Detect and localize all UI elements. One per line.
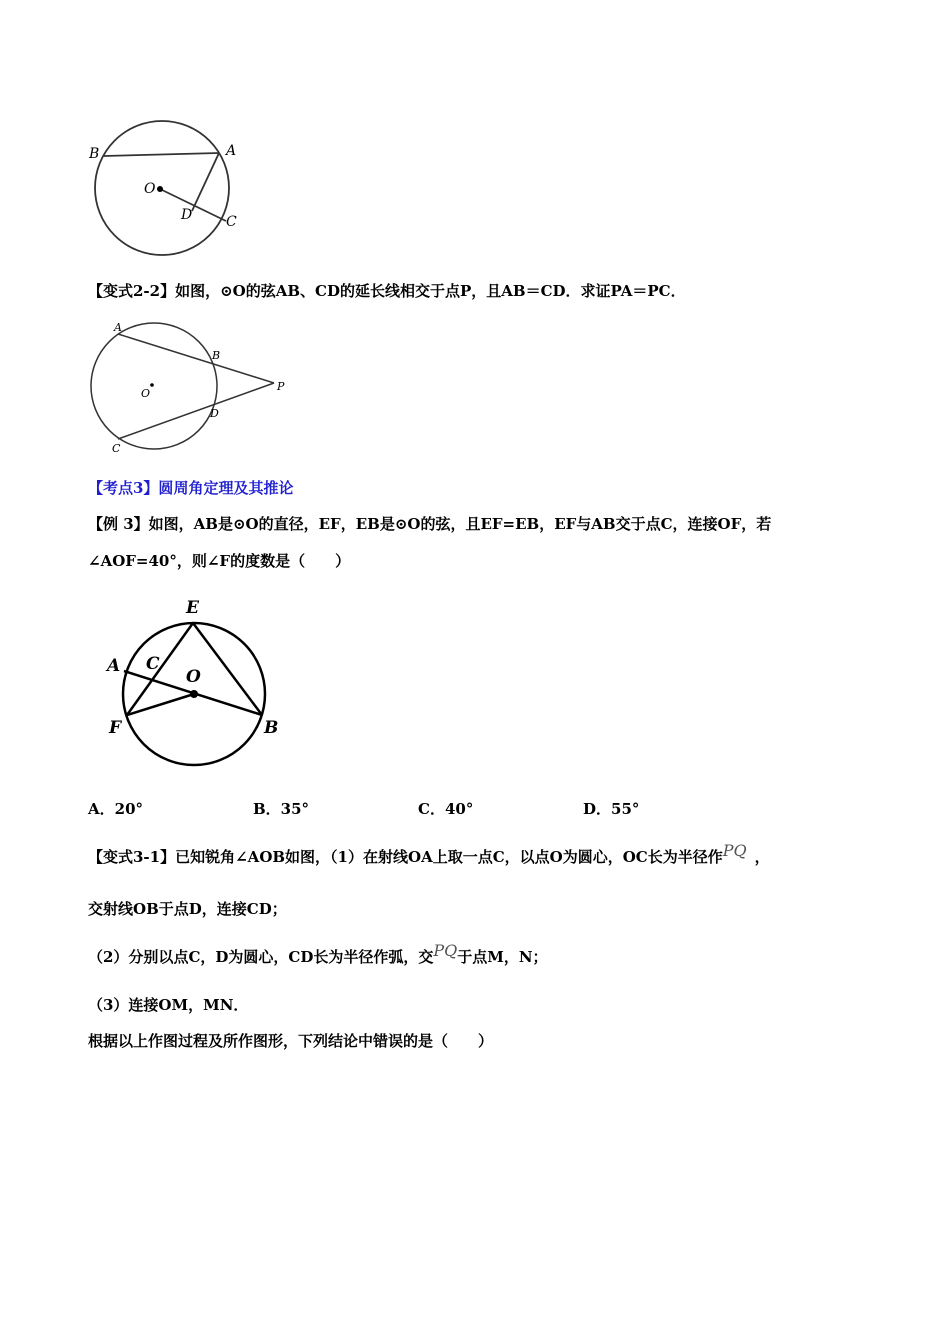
figure-2-secant-diagram (86, 318, 296, 458)
center-point (150, 383, 154, 387)
label-a: A (107, 656, 121, 676)
bianshi-2-2-tag: 【变式2-2】 (88, 282, 176, 300)
secant-ap (118, 334, 274, 383)
bianshi-2-2-text: 如图，⊙O的弦AB、CD的延长线相交于点P，且AB＝CD．求证PA＝PC． (175, 282, 686, 300)
bianshi-3-1-text-1b: ， (754, 848, 770, 866)
example-3-text-1: 如图，AB是⊙O的直径，EF，EB是⊙O的弦，且EF=EB，EF与AB交于点C，连接OF，若 (148, 515, 772, 533)
bianshi-3-1-line-2: 交射线OB于点D，连接CD； (88, 900, 287, 918)
label-b: B (264, 718, 279, 738)
option-b[interactable]: B．35° (253, 800, 310, 818)
bianshi-3-1-line-5: 根据以上作图过程及所作图形，下列结论中错误的是（ ） (88, 1032, 494, 1050)
bianshi-3-1-text-3a: （2）分别以点C，D为圆心，CD长为半径作弧，交 (88, 948, 434, 966)
chord-eb (193, 623, 262, 715)
label-b: B (89, 146, 100, 162)
example-3-line-1 (88, 513, 771, 534)
label-f: F (109, 718, 122, 738)
segment-ad (192, 153, 219, 211)
bianshi-2-2-problem (88, 280, 686, 301)
bianshi-3-1-tag: 【变式3-1】 (88, 848, 176, 866)
arc-pq-symbol-2: PQ (433, 941, 458, 960)
label-o: O (186, 667, 201, 687)
label-c: C (146, 654, 160, 674)
figure-1-circle-diagram (80, 118, 250, 263)
bianshi-3-1-line-1 (88, 841, 770, 867)
bianshi-3-1-text-3b: 于点M，N； (457, 948, 548, 966)
option-c[interactable]: C．40° (418, 800, 474, 818)
label-o: O (144, 181, 156, 197)
center-point (190, 690, 198, 698)
label-a: A (114, 321, 122, 334)
label-c: C (112, 442, 121, 455)
example-3-tag: 【例 3】 (88, 515, 149, 533)
label-o: O (141, 387, 151, 400)
kaodian-3-heading: 【考点3】圆周角定理及其推论 (88, 479, 294, 497)
example-3-line-2: ∠AOF=40°，则∠F的度数是（ ） (88, 552, 351, 570)
option-d[interactable]: D．55° (583, 800, 640, 818)
label-b: B (212, 349, 221, 362)
bianshi-3-1-text-1: 已知锐角∠AOB如图，（1）在射线OA上取一点C，以点O为圆心，OC长为半径作 (175, 848, 723, 866)
center-point (157, 186, 163, 192)
figure-3-inscribed-angle-diagram (100, 596, 290, 771)
chord-ef (127, 623, 193, 715)
label-d: D (181, 207, 193, 223)
radius-oc (160, 189, 226, 221)
label-c: C (226, 214, 237, 230)
label-p: P (277, 380, 285, 393)
radius-of (127, 694, 194, 715)
arc-pq-symbol: PQ (722, 841, 747, 860)
label-e: E (186, 598, 199, 618)
bianshi-3-1-line-3 (88, 941, 548, 967)
bianshi-3-1-line-4: （3）连接OM，MN． (88, 996, 249, 1014)
chord-ba (104, 153, 219, 156)
label-d: D (210, 407, 219, 420)
label-a: A (226, 143, 237, 159)
circle (91, 323, 217, 449)
option-a[interactable]: A．20° (88, 800, 144, 818)
